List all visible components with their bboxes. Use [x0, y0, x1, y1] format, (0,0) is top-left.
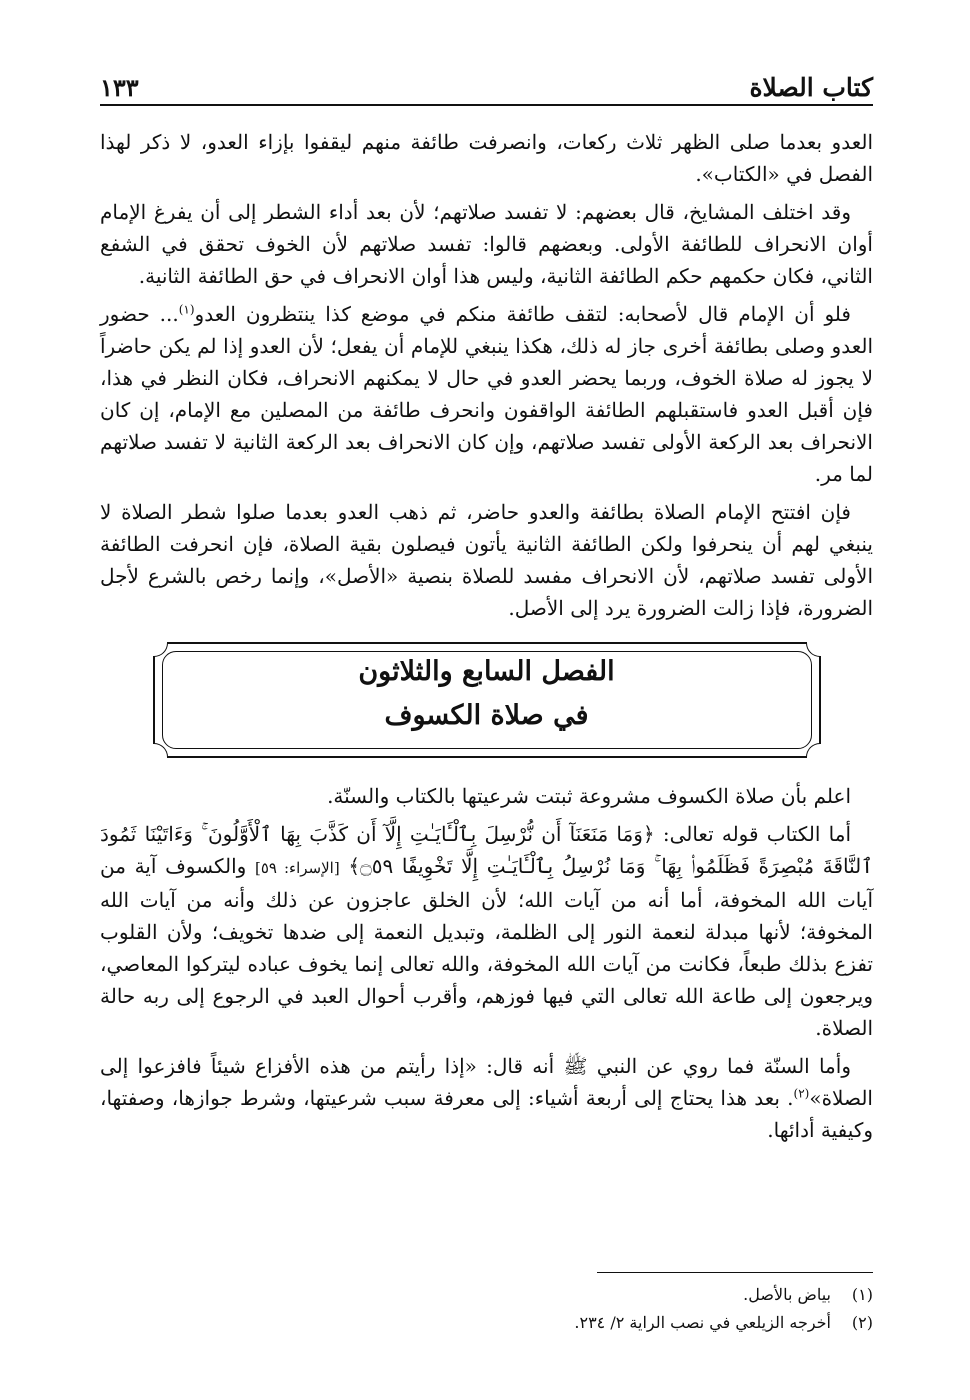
chapter-subtitle: في صلاة الكسوف — [384, 700, 589, 731]
footnotes — [100, 1272, 873, 1337]
paragraph-7-part-1: وأما السنّة فما روي عن النبي ﷺ أنه قال: «إذا رأيتم من هذه الأفزاع شيئاً فافزعوا إلى الصلاة» — [100, 1054, 873, 1110]
paragraph-3-part-1: فلو أن الإمام قال لأصحابه: لتقف طائفة منكم في موضع كذا ينتظرون العدو — [194, 302, 851, 326]
paragraph-7 — [100, 1050, 873, 1146]
footnote-number: (٢) — [851, 1313, 873, 1332]
footnote-separator — [597, 1272, 873, 1273]
paragraph-2: وقد اختلف المشايخ، قال بعضهم: لا تفسد صلاتهم؛ لأن بعد أداء الشطر إلى أن يفرغ الإمام أوان الانحراف للطائفة الأولى. وبعضهم قالوا: تفسد صلاتهم لأن الخوف تحقق في الشفع الثاني، فكان حكمهم حكم الطائفة الثانية، وليس هذا أوان الانحراف في حق الطائفة الثانية. — [100, 200, 873, 288]
paragraph-7-part-2: . بعد هذا يحتاج إلى أربعة أشياء: إلى معرفة سبب شرعيتها، وشرط جوازها، وصفتها، وكيفية أدائها. — [100, 1086, 873, 1142]
paragraph-4: فإن افتتح الإمام الصلاة بطائفة والعدو حاضر، ثم ذهب العدو بعدما صلوا شطر الصلاة لا ينبغي لهم أن ينحرفوا ولكن الطائفة الثانية يأتون فيصلون بقية الصلاة، فإن انحرفت الطائفة الأولى تفسد صلاتهم، لأن الانحراف مفسد للصلاة بنصية «الأصل»، وإنما رخص بالشرع لأجل الضرورة، فإذا زالت الضرورة يرد إلى الأصل. — [100, 500, 873, 620]
footnote-1 — [100, 1281, 873, 1309]
footnote-number: (١) — [851, 1285, 873, 1304]
paragraph-3-part-2: ... حضور العدو وصلى بطائفة أخرى جاز له ذلك، هكذا ينبغي للإمام أن يفعل؛ لأن العدو إذا لم يكن حاضراً لا يجوز له صلاة الخوف، وربما يحضر العدو في حال لا يمكنهم الانحراف، فكان النظر في هذا، فإن أقبل العدو فاستقبلهم الطائفة الواقفون وانحرف طائفة من المصلين مع الإمام، إن كان الانحراف بعد الركعة الأولى تفسد صلاتهم، وإن كان الانحراف بعد الركعة الثانية لا تفسد صلاتهم لما مر. — [100, 302, 873, 486]
footnote-marker-1: (١) — [178, 302, 195, 317]
footnote-text: بياض بالأصل. — [743, 1285, 831, 1304]
paragraph-1: العدو بعدما صلى الظهر ثلاث ركعات، وانصرفت طائفة منهم ليقفوا بإزاء العدو، لا ذكر لهذا الفصل في «الكتاب». — [100, 130, 874, 186]
chapter-title: الفصل السابع والثلاثون — [358, 656, 615, 687]
frame-corner-ornament — [806, 743, 821, 758]
footnote-text: أخرجه الزيلعي في نصب الراية ٢/ ٢٣٤. — [574, 1313, 831, 1332]
verse-reference: [الإسراء: ٥٩] — [254, 859, 340, 877]
book-title: كتاب الصلاة — [749, 73, 873, 102]
chapter-heading-frame — [153, 642, 821, 758]
body-text — [100, 126, 873, 1146]
paragraph-5: اعلم بأن صلاة الكسوف مشروعة ثبتت شرعيتها بالكتاب والسنّة. — [327, 784, 851, 808]
paragraph-6-rest: والكسوف آية من آيات الله المخوفة، أما أنه من آيات الله؛ لأن الخلق عاجزون عن ذلك وأنه من آيات الله المخوفة؛ لأنها مبدلة لنعمة النور إلى الظلمة، وتبديل النعمة إلى ضدها تخويف؛ ولأن القلوب تفزع بذلك طبعاً، فكانت من آيات الله المخوفة، والله تعالى إنما يخوف عباده ليتركوا المعاصي، ويرجعون إلى طاعة الله تعالى التي فيها فوزهم، وأقرب أحوال العبد في الرجوع إلى ربه حالة الصلاة. — [100, 854, 873, 1040]
paragraph-6-intro: أما الكتاب قوله تعالى: — [662, 822, 852, 846]
book-page — [100, 62, 873, 1382]
frame-corner-ornament — [153, 743, 168, 758]
running-header — [100, 62, 873, 106]
page-number: ١٣٣ — [100, 73, 139, 102]
paragraph-3 — [100, 298, 873, 490]
footnote-marker-2: (٢) — [793, 1086, 810, 1101]
paragraph-6 — [100, 818, 873, 1044]
footnote-2 — [100, 1309, 873, 1337]
quran-verse: ﴿وَمَا مَنَعَنَآ أَن نُّرْسِلَ بِٱلْـَٔايَـٰتِ إِلَّآ أَن كَذَّبَ بِهَا ٱلْأَوَّلُونَ ۚ وَءَاتَيْنَا ثَمُودَ ٱلنَّاقَةَ مُبْصِرَةً فَظَلَمُوا۟ بِهَا ۚ وَمَا نُرْسِلُ بِٱلْـَٔايَـٰتِ إِلَّا تَخْوِيفًا ۝٥٩﴾ — [100, 822, 873, 878]
